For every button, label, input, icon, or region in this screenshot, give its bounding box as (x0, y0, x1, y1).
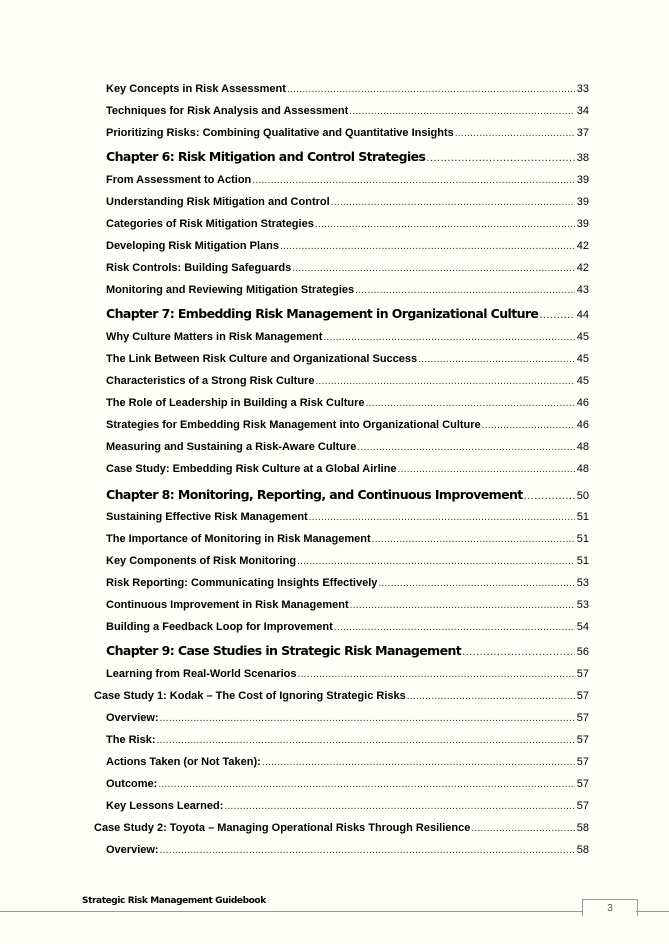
page-number: 3 (582, 899, 638, 916)
toc-entry[interactable] (106, 373, 589, 389)
toc-entry-title: The Role of Leadership in Building a Risk Culture (106, 397, 365, 409)
toc-entry-page: 46 (576, 397, 589, 409)
toc-entry-page: 57 (576, 800, 589, 812)
toc-entry-title: Monitoring and Reviewing Mitigation Strategies (106, 284, 355, 296)
toc-entry-page: 34 (576, 105, 589, 117)
toc-entry-page: 44 (576, 309, 589, 321)
toc-entry[interactable] (106, 575, 589, 591)
toc-entry-title: Actions Taken (or Not Taken): (106, 756, 261, 768)
toc-entry-page: 48 (576, 463, 589, 475)
dot-leader (539, 307, 574, 325)
dot-leader (426, 150, 574, 168)
footer-title: Strategic Risk Management Guidebook (82, 896, 266, 906)
toc-entry-title: Case Study 1: Kodak – The Cost of Ignoring Strategic Risks (94, 690, 406, 702)
toc-entry[interactable] (106, 81, 589, 97)
dot-leader (355, 283, 575, 299)
toc-entry[interactable] (106, 509, 589, 525)
toc-entry-page: 57 (576, 756, 589, 768)
toc-entry-title: Outcome: (106, 778, 158, 790)
toc-entry-title: Overview: (106, 712, 159, 724)
dot-leader (323, 330, 574, 346)
toc-entry[interactable] (106, 216, 589, 232)
dot-leader (462, 644, 575, 662)
toc-entry-page: 56 (576, 646, 589, 658)
footer-rule-right (636, 911, 669, 912)
toc-entry-page: 42 (576, 262, 589, 274)
toc-entry-title: Building a Feedback Loop for Improvement (106, 621, 333, 633)
toc-entry[interactable] (106, 351, 589, 367)
dot-leader (482, 418, 575, 434)
toc-entry-page: 45 (576, 353, 589, 365)
toc-entry[interactable] (106, 260, 589, 276)
dot-leader (524, 488, 575, 506)
toc-entry-page: 37 (576, 127, 589, 139)
dot-leader (262, 755, 575, 771)
toc-entry-page: 46 (576, 419, 589, 431)
toc-entry-page: 57 (576, 778, 589, 790)
toc-entry-title: Why Culture Matters in Risk Management (106, 331, 323, 343)
dot-leader (160, 711, 575, 727)
toc-entry-title: Learning from Real-World Scenarios (106, 668, 297, 680)
dot-leader (292, 261, 575, 277)
toc-chapter-entry[interactable] (106, 642, 589, 660)
toc-entry-page: 57 (576, 712, 589, 724)
dot-leader (334, 620, 575, 636)
toc-case-study-entry[interactable] (94, 820, 589, 836)
toc-entry-title: Characteristics of a Strong Risk Culture (106, 375, 315, 387)
toc-entry[interactable] (106, 395, 589, 411)
dot-leader (378, 576, 574, 592)
toc-entry[interactable] (106, 439, 589, 455)
dot-leader (331, 195, 575, 211)
toc-entry-title: Measuring and Sustaining a Risk-Aware Culture (106, 441, 357, 453)
dot-leader (315, 217, 575, 233)
toc-entry-title: Risk Controls: Building Safeguards (106, 262, 292, 274)
dot-leader (350, 598, 575, 614)
footer-rule (0, 911, 582, 912)
dot-leader (280, 239, 575, 255)
dot-leader (418, 352, 575, 368)
toc-entry-page: 53 (576, 577, 589, 589)
toc-entry-page: 57 (576, 734, 589, 746)
toc-entry-page: 48 (576, 441, 589, 453)
toc-entry[interactable] (106, 417, 589, 433)
toc-entry[interactable] (106, 329, 589, 345)
toc-entry[interactable] (106, 282, 589, 298)
dot-leader (398, 462, 575, 478)
dot-leader (157, 733, 575, 749)
toc-entry-title: Developing Risk Mitigation Plans (106, 240, 279, 252)
toc-entry-title: Sustaining Effective Risk Management (106, 511, 308, 523)
toc-entry[interactable] (106, 125, 589, 141)
dot-leader (224, 799, 574, 815)
toc-chapter-entry[interactable] (106, 486, 589, 504)
toc-entry-title: Categories of Risk Mitigation Strategies (106, 218, 314, 230)
toc-entry[interactable] (106, 732, 589, 748)
toc-entry-title: Techniques for Risk Analysis and Assessment (106, 105, 349, 117)
dot-leader (455, 126, 575, 142)
dot-leader (297, 554, 575, 570)
toc-entry[interactable] (106, 710, 589, 726)
toc-entry-title: Prioritizing Risks: Combining Qualitative and Quantitative Insights (106, 127, 454, 139)
dot-leader (366, 396, 575, 412)
toc-entry-title: Risk Reporting: Communicating Insights Effectively (106, 577, 378, 589)
toc-entry-page: 53 (576, 599, 589, 611)
toc-entry[interactable] (106, 597, 589, 613)
dot-leader (252, 173, 574, 189)
dot-leader (160, 843, 575, 859)
toc-entry-title: Chapter 7: Embedding Risk Management in Organizational Culture (106, 306, 539, 321)
toc-entry-title: Continuous Improvement in Risk Management (106, 599, 349, 611)
dot-leader (158, 777, 574, 793)
toc-entry-title: The Importance of Monitoring in Risk Management (106, 533, 371, 545)
toc-entry-page: 54 (576, 621, 589, 633)
toc-entry-page: 58 (576, 822, 589, 834)
dot-leader (407, 689, 575, 705)
toc-entry-page: 39 (576, 196, 589, 208)
toc-entry-page: 39 (576, 174, 589, 186)
toc-entry-title: Key Components of Risk Monitoring (106, 555, 297, 567)
toc-entry-page: 51 (576, 555, 589, 567)
toc-entry-page: 39 (576, 218, 589, 230)
toc-entry-title: Chapter 6: Risk Mitigation and Control Strategies (106, 149, 426, 164)
toc-entry[interactable] (106, 842, 589, 858)
toc-entry-title: Key Lessons Learned: (106, 800, 224, 812)
toc-entry-page: 51 (576, 533, 589, 545)
toc-entry-title: Case Study: Embedding Risk Culture at a Global Airline (106, 463, 397, 475)
toc-entry-title: Key Concepts in Risk Assessment (106, 83, 286, 95)
toc-entry-title: Case Study 2: Toyota – Managing Operational Risks Through Resilience (94, 822, 471, 834)
toc-entry-page: 57 (576, 668, 589, 680)
toc-entry[interactable] (106, 798, 589, 814)
dot-leader (309, 510, 575, 526)
toc-entry[interactable] (106, 194, 589, 210)
toc-case-study-entry[interactable] (94, 688, 589, 704)
dot-leader (357, 440, 574, 456)
dot-leader (287, 82, 575, 98)
toc-entry-page: 45 (576, 331, 589, 343)
toc-entry[interactable] (106, 172, 589, 188)
dot-leader (471, 821, 574, 837)
dot-leader (315, 374, 574, 390)
dot-leader (372, 532, 575, 548)
toc-entry[interactable] (106, 776, 589, 792)
toc-entry-page: 33 (576, 83, 589, 95)
toc-entry[interactable] (106, 103, 589, 119)
toc-entry-page: 58 (576, 844, 589, 856)
toc-entry-page: 50 (576, 490, 589, 502)
toc-entry[interactable] (106, 238, 589, 254)
toc-entry[interactable] (106, 531, 589, 547)
toc-entry-title: Chapter 8: Monitoring, Reporting, and Continuous Improvement (106, 487, 523, 502)
toc-entry-title: From Assessment to Action (106, 174, 252, 186)
toc-entry[interactable] (106, 619, 589, 635)
toc-entry-page: 42 (576, 240, 589, 252)
dot-leader (349, 104, 574, 120)
toc-entry-title: Strategies for Embedding Risk Management into Organizational Culture (106, 419, 481, 431)
dot-leader (298, 667, 575, 683)
toc-entry-title: Overview: (106, 844, 159, 856)
toc-chapter-entry[interactable] (106, 148, 589, 166)
toc-entry-page: 43 (576, 284, 589, 296)
toc-entry-title: The Risk: (106, 734, 156, 746)
toc-entry-title: Chapter 9: Case Studies in Strategic Risk Management (106, 643, 462, 658)
toc-entry-page: 45 (576, 375, 589, 387)
toc-entry-page: 57 (576, 690, 589, 702)
toc-chapter-entry[interactable] (106, 305, 589, 323)
toc-entry-page: 38 (576, 152, 589, 164)
toc-entry[interactable] (106, 754, 589, 770)
toc-entry[interactable] (106, 553, 589, 569)
toc-entry-page: 51 (576, 511, 589, 523)
toc-entry-title: The Link Between Risk Culture and Organizational Success (106, 353, 418, 365)
toc-entry-title: Understanding Risk Mitigation and Control (106, 196, 330, 208)
toc-entry[interactable] (106, 461, 589, 477)
toc-entry[interactable] (106, 666, 589, 682)
